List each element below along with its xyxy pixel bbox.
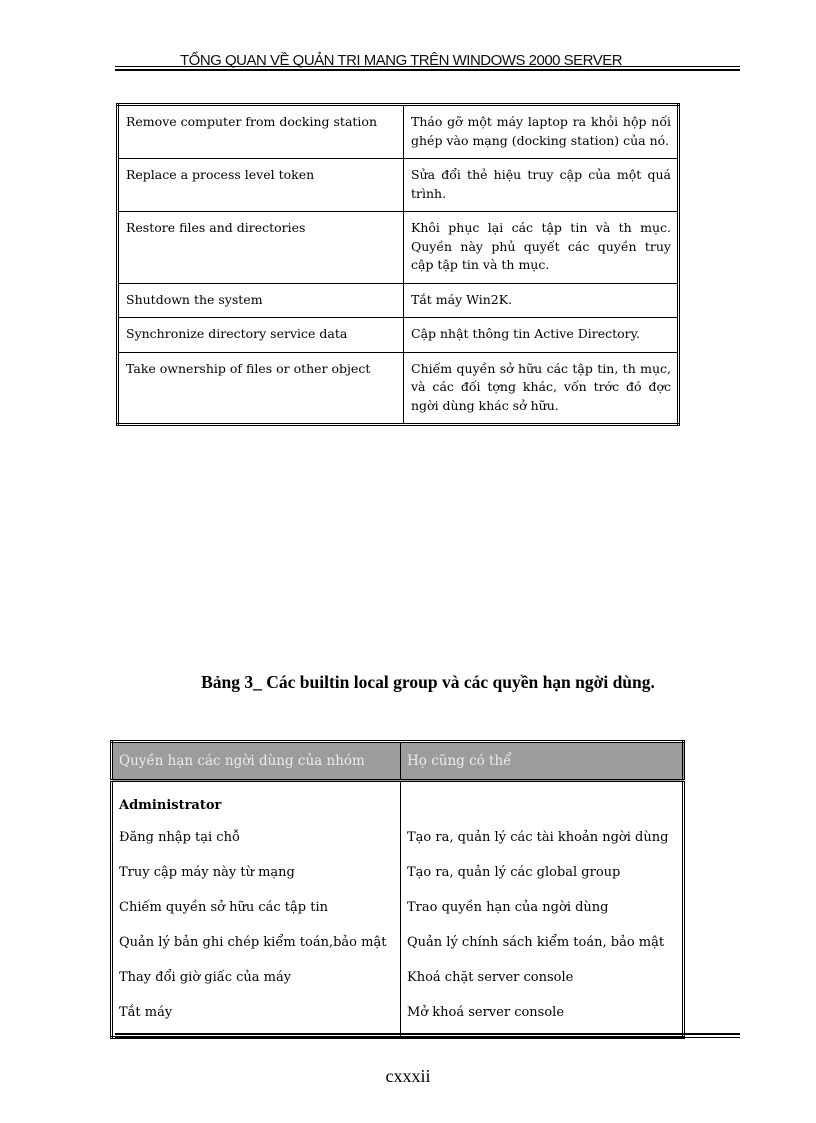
table-row [118,283,679,318]
group-right-cell: Thay đổi giờ giấc của máy [119,970,292,985]
builtin-local-group-table [110,740,685,1039]
group-name-cell: Administrator [119,797,222,813]
table-header-row [112,742,684,781]
group-right-cell: Tắt máy [119,1005,173,1020]
table-row [112,820,684,855]
table-caption: Bảng 3_ Các builtin local group và các quyền hạn ngời dùng. [201,672,655,692]
group-right-cell: Truy cập máy này từ mạng [119,865,295,880]
table-row [118,212,679,284]
group-capability-cell: Trao quyền hạn của ngời dùng [401,890,684,925]
right-name-cell: Remove computer from docking station [118,105,404,159]
group-capability-cell: Khoá chặt server console [401,960,684,995]
table-row [112,855,684,890]
group-capability-cell: Quản lý chính sách kiểm toán, bảo mật [401,925,684,960]
table-row [118,318,679,353]
group-capability-cell: Mở khoá server console [401,995,684,1038]
column-header-can-also: Họ cũng có thể [401,742,684,781]
group-right-cell: Quản lý bản ghi chép kiểm toán,bảo mật [119,935,387,950]
header-rule-top [115,66,740,67]
right-description-cell: Tắt máy Win2K. [404,283,679,318]
right-name-cell: Replace a process level token [118,159,404,212]
group-capability-cell: Tạo ra, quản lý các tài khoản ngời dùng [401,820,684,855]
table-row [118,352,679,425]
right-name-cell: Take ownership of files or other object [118,352,404,425]
group-right-cell: Chiếm quyền sở hữu các tập tin [119,900,328,915]
table-row [112,925,684,960]
user-rights-table [116,103,680,426]
table-row [112,890,684,925]
group-capability-cell: Tạo ra, quản lý các global group [401,855,684,890]
column-header-group-rights: Quyền hạn các ngời dùng của nhóm [112,742,401,781]
footer-rule-bottom [115,1037,740,1038]
group-right-cell: Đăng nhập tại chỗ [119,830,240,845]
table-row [118,105,679,159]
table-row [118,159,679,212]
table-row [112,995,684,1038]
right-description-cell: Sửa đổi thẻ hiệu truy cập của một quá trình. [404,159,679,212]
right-description-cell: Cập nhật thông tin Active Directory. [404,318,679,353]
right-name-cell: Restore files and directories [118,212,404,284]
page-number: cxxxii [385,1066,431,1086]
header-rule-bottom [115,69,740,71]
right-description-cell: Khôi phục lại các tập tin và th mục. Quyền này phủ quyết các quyền truy cập tập tin và th mục. [404,212,679,284]
footer-rule-top [115,1033,740,1035]
table-row [112,781,684,821]
table-row [112,960,684,995]
empty-cell [401,781,684,821]
page-header-title: TỔNG QUAN VỀ QUẢN TRỊ MẠNG TRÊN WINDOWS 2000 SERVER [180,52,623,69]
right-description-cell: Chiếm quyền sở hữu các tập tin, th mục, và các đối tợng khác, vốn trớc đó đợc ngời dùng khác sở hữu. [404,352,679,425]
right-name-cell: Shutdown the system [118,283,404,318]
right-description-cell: Tháo gỡ một máy laptop ra khỏi hộp nối ghép vào mạng (docking station) của nó. [404,105,679,159]
right-name-cell: Synchronize directory service data [118,318,404,353]
